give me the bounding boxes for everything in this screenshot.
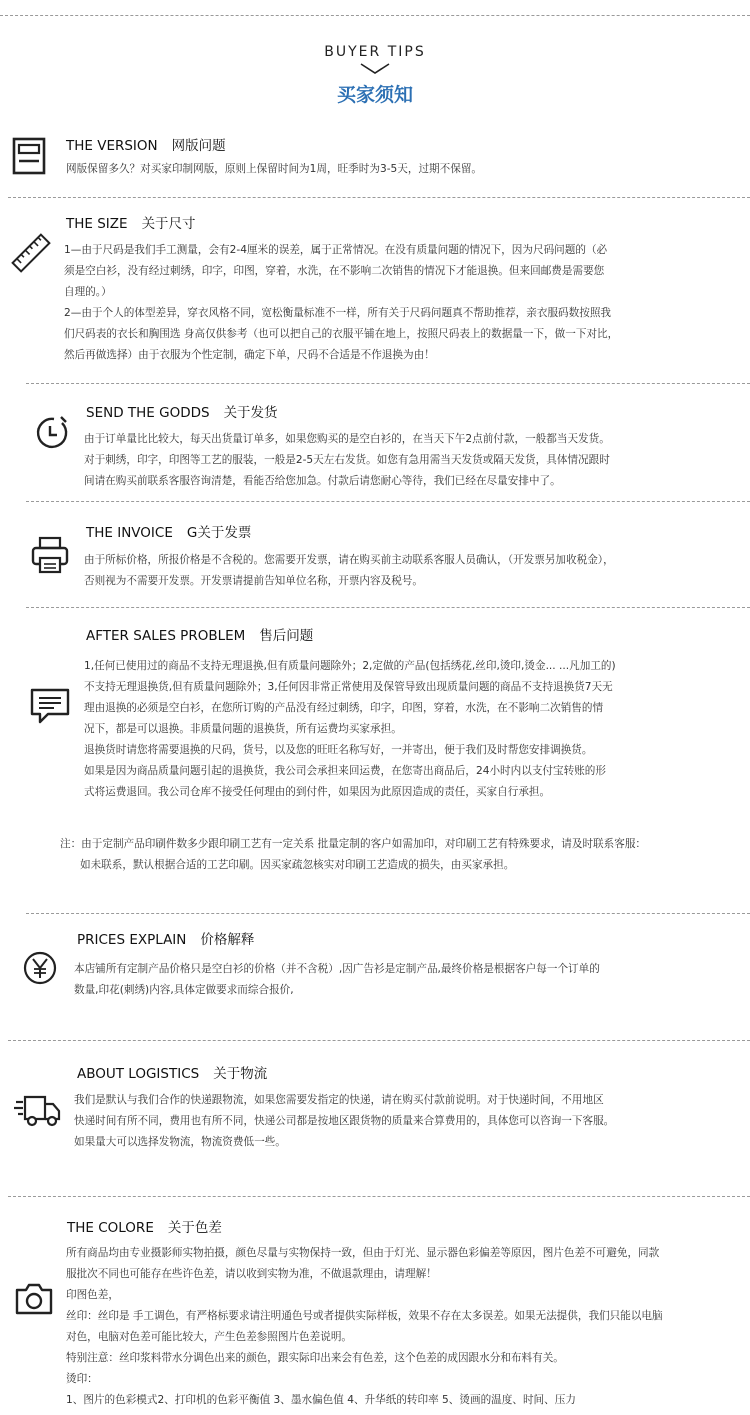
section-divider <box>8 1040 750 1041</box>
section-title-after-sales: AFTER SALES PROBLEM 售后问题 <box>86 628 314 644</box>
section-divider <box>8 1196 750 1197</box>
section-divider <box>8 197 750 198</box>
buyer-tips-title: BUYER TIPS <box>324 44 426 60</box>
chevron-down-icon <box>359 62 391 76</box>
section-title-logistics: ABOUT LOGISTICS 关于物流 <box>77 1066 268 1082</box>
yen-icon <box>22 950 58 986</box>
after-sales-text: 1,任何已使用过的商品不支持无理退换,但有质量问题除外；2,定做的产品(包括绣花,丝印,烫印,烫金... ...凡加工的) 不支持无理退换货,但有质量问题除外；3,任何因非常正常使用及保管导致出现质量问题的商品不支持退换货7天无 理由退换的必须是空白衫，在您所订购的产品没有经过刺绣，印字，印图，穿着，水洗，在不影响二次销售的情 况下，都是可以退换。非质量问题的退换货，所有运费均买家承担。 退换货时请您将需要退换的尺码，货号，以及您的旺旺名称写好，一并寄出，便于我们及时帮您安排调换货。 如果是因为商品质量问题引起的退换货，我公司会承担来回运费，在您寄出商品后，24小时内以支付宝转账的形 式将运费退回。我公司仓库不接受任何理由的到付件，如果因为此原因造成的责任，买家自行承担。 <box>84 660 616 798</box>
version-text: 网版保留多久？对买家印制网版，原则上保留时间为1周，旺季时为3-5天，过期不保留。 <box>66 163 483 175</box>
printer-icon <box>30 536 70 574</box>
color-text: 所有商品均由专业摄影师实物拍摄，颜色尽量与实物保持一致，但由于灯光、显示器色彩偏差等原因，图片色差不可避免，同款 服批次不同也可能存在些许色差，请以收到实物为准，不做退款理由，请理解！ 印图色差， 丝印：丝印是 手工调色，有严格标要求请注明通色号或者提供实际样板，效果不存在太多误差。如果无法提供，我们只能以电脑 对色，电脑对色差可能比较大，产生色差参照图片色差说明。 特别注意：丝印浆料带水分调色出来的颜色，跟实际印出来会有色差，这个色差的成因跟水分和布料有关。 烫印： 1、图片的色彩模式2、打印机的色彩平衡值 3、墨水偏色值 4、升华纸的转印率 5、烫画的温度、时间、压力 <box>66 1247 663 1406</box>
buyer-notice-title: 买家须知 <box>336 84 413 106</box>
section-title-prices: PRICES EXPLAIN 价格解释 <box>77 932 255 948</box>
section-divider <box>26 383 750 384</box>
section-title-version: THE VERSION 网版问题 <box>66 138 226 154</box>
section-divider <box>26 607 750 608</box>
section-title-color: THE COLORE 关于色差 <box>67 1220 222 1236</box>
section-divider <box>26 501 750 502</box>
shipping-text: 由于订单量比比较大，每天出货量订单多，如果您购买的是空白衫的，在当天下午2点前付款，一般都当天发货。 对于刺绣，印字，印图等工艺的服装，一般是2-5天左右发货。如您有急用需当天发货或隔天发货，具体情况跟时 间请在购买前联系客服咨询清楚，看能否给您加急。付款后请您耐心等待，我们已经在尽量安排中了。 <box>84 433 610 487</box>
screen-version-icon <box>12 137 46 175</box>
invoice-text: 由于所标价格，所报价格是不含税的。您需要开发票，请在购买前主动联系客服人员确认，（开发票另加收税金）， 否则视为不需要开发票。开发票请提前告知单位名称，开票内容及税号。 <box>84 554 614 587</box>
logistics-text: 我们是默认与我们合作的快递跟物流，如果您需要发指定的快递，请在购买付款前说明。对于快递时间，不用地区 快递时间有所不同，费用也有所不同，快递公司都是按地区跟货物的质量来合算费用的，具体您可以咨询一下客服。 如果量大可以选择发物流，物流资费低一些。 <box>74 1094 615 1148</box>
ruler-icon <box>10 232 52 274</box>
message-icon <box>28 686 72 726</box>
clock-icon <box>32 414 70 452</box>
prices-text: 本店铺所有定制产品价格只是空白衫的价格（并不含税）,因广告衫是定制产品,最终价格是根据客户每一个订单的 数量,印花(刺绣)内容,具体定做要求而综合报价, <box>74 963 600 996</box>
printing-note: 注：由于定制产品印刷件数多少跟印刷工艺有一定关系 批量定制的客户如需加印，对印刷工艺有特殊要求，请及时联系客服： 如未联系，默认根据合适的工艺印刷。因买家疏忽核实对印刷工艺造成的损失，由买家承担。 <box>60 838 647 871</box>
section-title-invoice: THE INVOICE G关于发票 <box>86 525 252 541</box>
size-text: 1—由于尺码是我们手工测量，会有2-4厘米的误差，属于正常情况。在没有质量问题的情况下，因为尺码问题的（必 须是空白衫，没有经过刺绣，印字，印图，穿着，水洗，在不影响二次销售的情况下才能退换。但来回邮费是需要您 自理的。） 2—由于个人的体型差异，穿衣风格不同，宽松衡量标准不一样，所有关于尺码问题真不帮助推荐，亲衣服码数按照我 们尺码表的衣长和胸围选 身高仅供参考（也可以把自己的衣服平铺在地上，按照尺码表上的数据量一下，做一下对比， 然后再做选择）由于衣服为个性定制，确定下单，尺码不合适是不作退换为由！ <box>64 244 619 361</box>
camera-icon <box>14 1282 54 1316</box>
section-title-size: THE SIZE 关于尺寸 <box>66 216 196 232</box>
section-title-shipping: SEND THE GODDS 关于发货 <box>86 405 278 421</box>
section-divider <box>26 913 750 914</box>
truck-icon <box>14 1094 62 1128</box>
top-divider <box>0 15 750 16</box>
